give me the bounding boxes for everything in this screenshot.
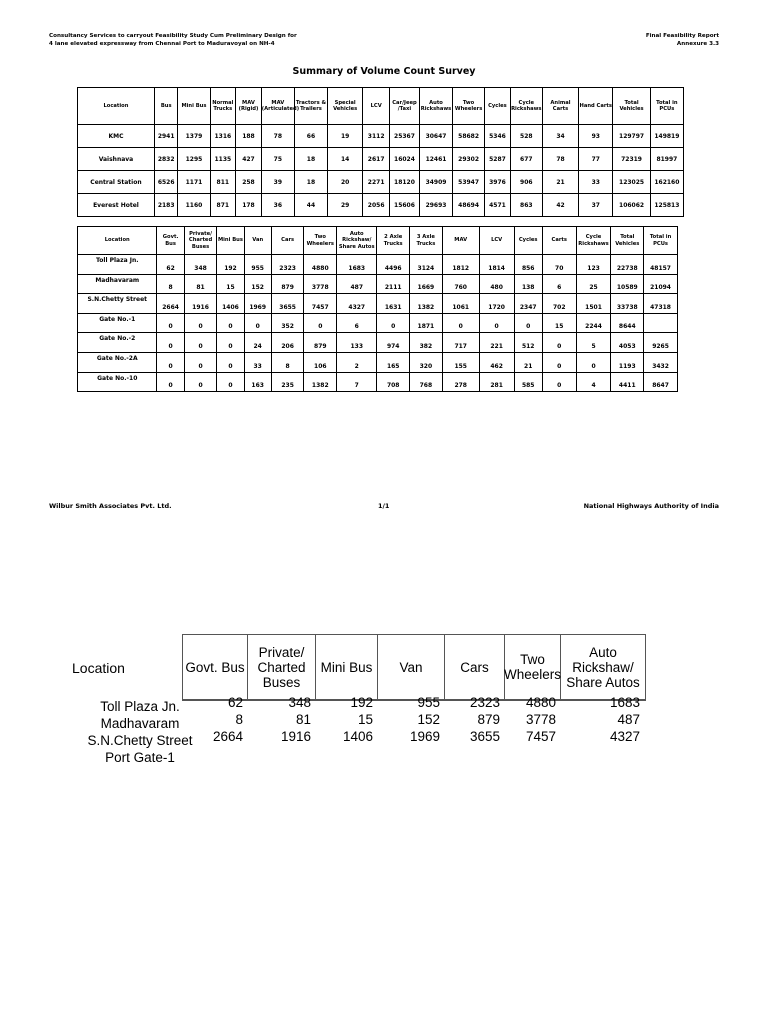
row-value: 77 (579, 148, 613, 171)
row-value: 47318 (644, 294, 678, 314)
row-value: 2056 (363, 194, 390, 217)
row-value: 4053 (611, 333, 644, 353)
row-value: 2617 (363, 148, 390, 171)
column-header: Bus (154, 88, 178, 125)
row-value: 0 (157, 333, 184, 353)
row-value: 320 (410, 352, 443, 372)
row-value: 6526 (154, 171, 178, 194)
zoom-location-header: Location (72, 660, 125, 676)
row-value: 811 (210, 171, 236, 194)
row-location: Gate No.-2 (78, 333, 157, 353)
row-value: 29 (328, 194, 363, 217)
row-value: 62 (157, 255, 184, 275)
row-value: 4496 (377, 255, 410, 275)
footer-company: Wilbur Smith Associates Pvt. Ltd. (49, 502, 172, 510)
row-value: 382 (410, 333, 443, 353)
row-value: 0 (157, 313, 184, 333)
zoom-header-row (182, 634, 646, 701)
row-value: 129797 (613, 125, 650, 148)
row-value: 879 (304, 333, 337, 353)
row-value: 258 (236, 171, 262, 194)
row-value: 856 (514, 255, 542, 275)
volume-count-table-1 (77, 87, 684, 217)
column-header: Cycles (514, 227, 542, 255)
row-value: 29693 (419, 194, 452, 217)
table-row (78, 352, 678, 372)
row-value: 70 (542, 255, 576, 275)
zoom-column-header: Private/ Charted Buses (248, 635, 316, 699)
table-row (78, 372, 678, 392)
column-header: Cycle Rickshaws (510, 88, 542, 125)
row-value: 480 (479, 274, 514, 294)
project-title-line2: 4 lane elevated expressway from Chennai Port to Maduravoyal on NH-4 (49, 41, 275, 47)
zoom-row-value: 192 (350, 695, 373, 710)
zoom-row-value: 955 (417, 695, 440, 710)
row-value: 25367 (390, 125, 420, 148)
row-value: 30647 (419, 125, 452, 148)
table-row (78, 194, 684, 217)
row-value: 162160 (650, 171, 683, 194)
row-value: 3778 (304, 274, 337, 294)
row-value: 21 (542, 171, 578, 194)
table-row (78, 125, 684, 148)
column-header: Tractors & Trailers (294, 88, 327, 125)
row-value: 155 (442, 352, 479, 372)
row-location: Central Station (78, 171, 155, 194)
column-header: Mini Bus (178, 88, 210, 125)
row-value: 0 (514, 313, 542, 333)
row-value: 8647 (644, 372, 678, 392)
row-value: 2244 (576, 313, 611, 333)
row-value: 352 (271, 313, 304, 333)
row-value: 0 (542, 333, 576, 353)
row-value: 75 (261, 148, 294, 171)
row-value: 0 (479, 313, 514, 333)
row-value: 8 (271, 352, 304, 372)
row-value: 1683 (337, 255, 377, 275)
row-value: 1501 (576, 294, 611, 314)
row-value: 33 (579, 171, 613, 194)
row-value: 15 (217, 274, 244, 294)
zoom-row-value: 1916 (280, 729, 311, 744)
row-location: Gate No.-10 (78, 372, 157, 392)
row-value: 585 (514, 372, 542, 392)
row-value: 133 (337, 333, 377, 353)
zoom-row-value: 348 (288, 695, 311, 710)
table-header-row (78, 88, 684, 125)
row-value (644, 313, 678, 333)
row-value: 863 (510, 194, 542, 217)
column-header: Mini Bus (217, 227, 244, 255)
row-value: 36 (261, 194, 294, 217)
row-location: KMC (78, 125, 155, 148)
table-row (78, 255, 678, 275)
row-value: 281 (479, 372, 514, 392)
row-value: 34909 (419, 171, 452, 194)
zoom-row-value: 7457 (525, 729, 556, 744)
zoom-row-value: 3655 (469, 729, 500, 744)
annexure-number: Annexure 3.3 (676, 41, 719, 47)
zoomed-table-excerpt (70, 632, 660, 772)
row-value: 1193 (611, 352, 644, 372)
row-value: 20 (328, 171, 363, 194)
row-value: 2832 (154, 148, 178, 171)
row-value: 1812 (442, 255, 479, 275)
zoom-row-value: 2664 (212, 729, 243, 744)
column-header: Auto Rickshaws (419, 88, 452, 125)
row-location: Everest Hotel (78, 194, 155, 217)
row-value: 427 (236, 148, 262, 171)
row-value: 2111 (377, 274, 410, 294)
column-header: LCV (479, 227, 514, 255)
column-header: Two Wheelers (304, 227, 337, 255)
row-value: 487 (337, 274, 377, 294)
row-value: 0 (442, 313, 479, 333)
row-value: 768 (410, 372, 443, 392)
row-value: 717 (442, 333, 479, 353)
row-value: 0 (217, 352, 244, 372)
row-value: 1631 (377, 294, 410, 314)
zoom-column-header: Cars (445, 635, 505, 699)
row-value: 0 (576, 352, 611, 372)
column-header: Animal Carts (542, 88, 578, 125)
table-row (78, 294, 678, 314)
row-value: 123025 (613, 171, 650, 194)
zoom-row-value: 8 (235, 712, 243, 727)
zoom-row-value: 487 (617, 712, 640, 727)
zoom-column-header: Two Wheelers (505, 635, 561, 699)
row-value: 2 (337, 352, 377, 372)
row-value: 21094 (644, 274, 678, 294)
row-location: Vaishnava (78, 148, 155, 171)
row-value: 7457 (304, 294, 337, 314)
row-value: 78 (542, 148, 578, 171)
row-value: 53947 (453, 171, 485, 194)
row-value: 278 (442, 372, 479, 392)
row-value: 78 (261, 125, 294, 148)
row-value: 235 (271, 372, 304, 392)
row-value: 178 (236, 194, 262, 217)
row-value: 2347 (514, 294, 542, 314)
row-value: 512 (514, 333, 542, 353)
row-value: 0 (244, 313, 271, 333)
row-value: 81 (184, 274, 217, 294)
row-value: 15 (542, 313, 576, 333)
row-location: Toll Plaza Jn. (78, 255, 157, 275)
column-header: Location (78, 88, 155, 125)
row-value: 0 (157, 352, 184, 372)
column-header: Cycles (485, 88, 511, 125)
row-value: 25 (576, 274, 611, 294)
column-header: Location (78, 227, 157, 255)
row-value: 18120 (390, 171, 420, 194)
row-value: 1814 (479, 255, 514, 275)
column-header: Cycle Rickshaws (576, 227, 611, 255)
row-value: 1379 (178, 125, 210, 148)
row-value: 4 (576, 372, 611, 392)
row-value: 48157 (644, 255, 678, 275)
row-value: 3432 (644, 352, 678, 372)
zoom-row-value: 1969 (409, 729, 440, 744)
row-value: 0 (217, 333, 244, 353)
column-header: MAV (Articulated) (261, 88, 294, 125)
footer-authority: National Highways Authority of India (583, 502, 719, 510)
row-value: 42 (542, 194, 578, 217)
report-header-right (646, 32, 719, 48)
row-value: 760 (442, 274, 479, 294)
row-value: 123 (576, 255, 611, 275)
column-header: Car/Jeep /Taxi (390, 88, 420, 125)
row-value: 8 (157, 274, 184, 294)
row-value: 708 (377, 372, 410, 392)
row-value: 21 (514, 352, 542, 372)
row-value: 348 (184, 255, 217, 275)
row-value: 16024 (390, 148, 420, 171)
row-value: 528 (510, 125, 542, 148)
row-value: 974 (377, 333, 410, 353)
row-value: 1720 (479, 294, 514, 314)
row-value: 0 (184, 333, 217, 353)
row-value: 0 (217, 372, 244, 392)
row-value: 2323 (271, 255, 304, 275)
row-value: 1969 (244, 294, 271, 314)
report-header-left (49, 32, 297, 48)
row-value: 192 (217, 255, 244, 275)
row-value: 24 (244, 333, 271, 353)
zoom-row-value: 15 (357, 712, 373, 727)
column-header: Govt. Bus (157, 227, 184, 255)
row-value: 1295 (178, 148, 210, 171)
row-value: 5346 (485, 125, 511, 148)
row-value: 34 (542, 125, 578, 148)
row-value: 152 (244, 274, 271, 294)
column-header: MAV (Rigid) (236, 88, 262, 125)
row-value: 871 (210, 194, 236, 217)
zoom-row-value: 879 (477, 712, 500, 727)
zoom-row-value: 2323 (469, 695, 500, 710)
row-value: 1916 (184, 294, 217, 314)
row-location: S.N.Chetty Street (78, 294, 157, 314)
zoom-row-label: S.N.Chetty Street (87, 733, 193, 748)
row-value: 163 (244, 372, 271, 392)
row-value: 66 (294, 125, 327, 148)
table-row (78, 148, 684, 171)
project-title-line1: Consultancy Services to carryout Feasibility Study Cum Preliminary Design for (49, 33, 297, 39)
column-header: Van (244, 227, 271, 255)
row-value: 1135 (210, 148, 236, 171)
row-value: 33738 (611, 294, 644, 314)
row-value: 5 (576, 333, 611, 353)
row-location: Gate No.-1 (78, 313, 157, 333)
row-value: 10589 (611, 274, 644, 294)
row-value: 3124 (410, 255, 443, 275)
row-value: 39 (261, 171, 294, 194)
row-value: 0 (184, 372, 217, 392)
column-header: Normal Trucks (210, 88, 236, 125)
column-header: Cars (271, 227, 304, 255)
row-value: 4880 (304, 255, 337, 275)
row-value: 93 (579, 125, 613, 148)
column-header: Total in PCUs (644, 227, 678, 255)
zoom-row-label: Port Gate-1 (105, 750, 175, 765)
column-header: Hand Carts (579, 88, 613, 125)
row-value: 149819 (650, 125, 683, 148)
column-header: Carts (542, 227, 576, 255)
row-value: 14 (328, 148, 363, 171)
column-header: Special Vehicles (328, 88, 363, 125)
row-value: 1061 (442, 294, 479, 314)
row-value: 3976 (485, 171, 511, 194)
row-value: 6 (337, 313, 377, 333)
row-value: 188 (236, 125, 262, 148)
row-value: 9265 (644, 333, 678, 353)
row-value: 0 (184, 313, 217, 333)
row-value: 3112 (363, 125, 390, 148)
row-value: 7 (337, 372, 377, 392)
row-value: 0 (184, 352, 217, 372)
row-value: 0 (157, 372, 184, 392)
table-row (78, 333, 678, 353)
page-title: Summary of Volume Count Survey (292, 66, 476, 77)
row-value: 4411 (611, 372, 644, 392)
column-header: LCV (363, 88, 390, 125)
row-value: 12461 (419, 148, 452, 171)
row-value: 72319 (613, 148, 650, 171)
zoom-column-header: Van (378, 635, 445, 699)
row-value: 955 (244, 255, 271, 275)
row-value: 4571 (485, 194, 511, 217)
zoom-row-value: 1406 (342, 729, 373, 744)
row-value: 18 (294, 148, 327, 171)
row-value: 48694 (453, 194, 485, 217)
row-value: 37 (579, 194, 613, 217)
row-value: 879 (271, 274, 304, 294)
row-value: 0 (542, 372, 576, 392)
column-header: 3 Axle Trucks (410, 227, 443, 255)
zoom-row-label: Toll Plaza Jn. (100, 699, 180, 714)
row-value: 3655 (271, 294, 304, 314)
table-row (78, 274, 678, 294)
row-value: 5287 (485, 148, 511, 171)
volume-count-table-2 (77, 226, 678, 392)
row-value: 221 (479, 333, 514, 353)
row-value: 1171 (178, 171, 210, 194)
footer-page-number: 1/1 (378, 502, 390, 510)
row-value: 125813 (650, 194, 683, 217)
row-value: 6 (542, 274, 576, 294)
row-value: 106 (304, 352, 337, 372)
row-value: 18 (294, 171, 327, 194)
row-value: 1669 (410, 274, 443, 294)
row-value: 165 (377, 352, 410, 372)
zoom-row-label: Madhavaram (100, 716, 180, 731)
row-value: 906 (510, 171, 542, 194)
row-value: 29302 (453, 148, 485, 171)
row-value: 2664 (157, 294, 184, 314)
zoom-column-header: Auto Rickshaw/ Share Autos (566, 644, 640, 690)
column-header: Total in PCUs (650, 88, 683, 125)
row-value: 138 (514, 274, 542, 294)
row-value: 1406 (217, 294, 244, 314)
row-value: 1382 (304, 372, 337, 392)
row-location: Madhavaram (78, 274, 157, 294)
column-header: Two Wheelers (453, 88, 485, 125)
row-value: 0 (304, 313, 337, 333)
row-value: 19 (328, 125, 363, 148)
row-value: 22738 (611, 255, 644, 275)
zoom-row-value: 152 (417, 712, 440, 727)
column-header: 2 Axle Trucks (377, 227, 410, 255)
report-name: Final Feasibility Report (645, 33, 719, 39)
row-value: 15606 (390, 194, 420, 217)
row-value: 1382 (410, 294, 443, 314)
row-value: 0 (217, 313, 244, 333)
row-value: 4327 (337, 294, 377, 314)
row-value: 2271 (363, 171, 390, 194)
row-value: 677 (510, 148, 542, 171)
row-value: 702 (542, 294, 576, 314)
column-header: MAV (442, 227, 479, 255)
column-header: Total Vehicles (613, 88, 650, 125)
row-value: 44 (294, 194, 327, 217)
row-value: 58682 (453, 125, 485, 148)
row-value: 0 (377, 313, 410, 333)
table-row (78, 313, 678, 333)
row-value: 1160 (178, 194, 210, 217)
zoom-row-value: 1683 (609, 695, 640, 710)
zoom-row-value: 3778 (525, 712, 556, 727)
row-value: 106062 (613, 194, 650, 217)
row-value: 81997 (650, 148, 683, 171)
column-header: Total Vehicles (611, 227, 644, 255)
row-value: 2941 (154, 125, 178, 148)
table-header-row (78, 227, 678, 255)
zoom-column-header: Mini Bus (316, 635, 378, 699)
zoom-row-value: 81 (295, 712, 311, 727)
zoom-row-value: 4327 (609, 729, 640, 744)
zoom-row-value: 4880 (525, 695, 556, 710)
row-value: 33 (244, 352, 271, 372)
row-value: 206 (271, 333, 304, 353)
table-row (78, 171, 684, 194)
column-header: Auto Rickshaw/ Share Autos (337, 227, 377, 255)
row-value: 0 (542, 352, 576, 372)
row-location: Gate No.-2A (78, 352, 157, 372)
column-header: Private/ Charted Buses (184, 227, 217, 255)
row-value: 462 (479, 352, 514, 372)
row-value: 2183 (154, 194, 178, 217)
zoom-row-value: 62 (227, 695, 243, 710)
row-value: 8644 (611, 313, 644, 333)
zoom-column-header: Govt. Bus (183, 635, 248, 699)
row-value: 1871 (410, 313, 443, 333)
row-value: 1316 (210, 125, 236, 148)
